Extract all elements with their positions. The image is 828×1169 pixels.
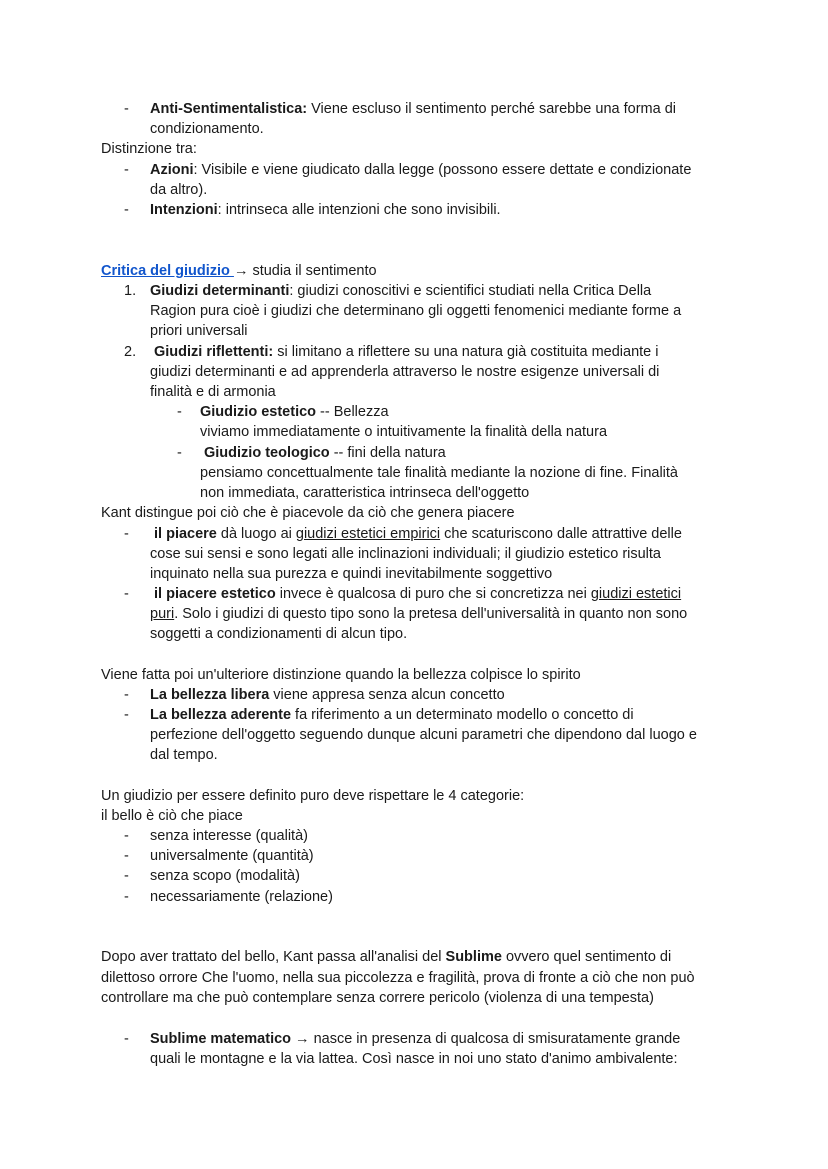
piacere-estetico-line — [154, 584, 681, 604]
bello-line: il bello è ciò che piace — [101, 808, 243, 824]
sublime-paragraph-line: controllare ma che può contemplare senza correre pericolo (violenza di una tempesta) — [101, 990, 654, 1006]
bullet-dash: - — [124, 889, 129, 905]
bullet-dash: - — [124, 586, 129, 602]
intenzioni-text: : intrinseca alle intenzioni che sono invisibili. — [217, 202, 501, 218]
estetico-term: Giudizio estetico — [200, 404, 317, 420]
bullet-dash: - — [124, 848, 129, 864]
piacere-mid: dà luogo ai — [216, 526, 296, 542]
giudizio-teologico-line — [204, 443, 446, 463]
determinanti-continuation: Ragion pura cioè i giudizi che determinano gli oggetti fenomenici mediante forme a — [150, 303, 682, 319]
critica-rest: → studia il sentimento — [233, 263, 377, 279]
bellezza-aderente-line — [150, 705, 634, 725]
bellezza-libera-line — [150, 685, 505, 705]
piacere-text: che scaturiscono dalle attrattive delle — [440, 526, 682, 542]
critica-heading — [101, 261, 377, 281]
bellezza-intro: Viene fatta poi un'ulteriore distinzione quando la bellezza colpisce lo spirito — [101, 667, 581, 683]
bullet-dash: - — [124, 828, 129, 844]
azioni-term: Azioni — [150, 162, 194, 178]
giudizi-puri-link[interactable]: giudizi estetici — [590, 586, 682, 602]
bullet-dash: - — [124, 526, 129, 542]
sublime-paragraph-line: dilettoso orrore Che l'uomo, nella sua piccolezza e fragilità, prova di fronte a ciò che non può — [101, 970, 695, 986]
bullet-dash: - — [124, 101, 129, 117]
bullet-dash: - — [124, 687, 129, 703]
giudizi-riflettenti-line — [154, 342, 658, 362]
riflettenti-text: si limitano a riflettere su una natura già costituita mediante i — [273, 344, 659, 360]
giudizi-puri-link-end[interactable]: puri — [150, 606, 175, 622]
piacere-estetico-continuation — [150, 604, 687, 624]
aderente-text: fa riferimento a un determinato modello o concetto di — [291, 707, 634, 723]
intenzioni-line — [150, 200, 501, 220]
giudizi-determinanti-line — [150, 281, 651, 301]
bullet-dash: - — [124, 162, 129, 178]
giudizi-empirici-link[interactable]: giudizi estetici empirici — [295, 526, 441, 542]
bullet-dash: - — [124, 868, 129, 884]
teologico-continuation: pensiamo concettualmente tale finalità mediante la nozione di fine. Finalità — [200, 465, 678, 481]
piacere-intro: Kant distingue poi ciò che è piacevole da ciò che genera piacere — [101, 505, 515, 521]
sublime-paragraph-line — [101, 947, 671, 967]
sublime-text-b: ovvero quel sentimento di — [501, 949, 672, 965]
teologico-term: Giudizio teologico — [204, 445, 330, 461]
categoria-item: senza scopo (modalità) — [150, 868, 300, 884]
piacere-continuation: inquinato nella sua purezza e quindi inevitabilmente soggettivo — [150, 566, 553, 582]
il-piacere-line — [154, 524, 682, 544]
anti-text: Viene escluso il sentimento perché sarebbe una forma di — [307, 101, 677, 117]
distinzione-heading: Distinzione tra: — [101, 141, 197, 157]
piacere-estetico-continuation: soggetti a condizionamenti di alcun tipo. — [150, 626, 408, 642]
bullet-dash: - — [124, 1031, 129, 1047]
libera-text: viene appresa senza alcun concetto — [269, 687, 505, 703]
sublime-matematico-line — [150, 1029, 680, 1049]
anti-term: Anti-Sentimentalistica: — [150, 101, 308, 117]
categoria-item: senza interesse (qualità) — [150, 828, 308, 844]
anti-continuation: condizionamento. — [150, 121, 264, 137]
estetico-text: -- Bellezza — [316, 404, 389, 420]
sublime-text-a: Dopo aver trattato del bello, Kant passa all'analisi del — [101, 949, 446, 965]
bullet-dash: - — [124, 202, 129, 218]
categorie-intro: Un giudizio per essere definito puro deve rispettare le 4 categorie: — [101, 788, 525, 804]
sublime-term: Sublime — [445, 949, 502, 965]
anti-sentimentalistica-line — [150, 99, 676, 119]
azioni-text: : Visibile e viene giudicato dalla legge (possono essere dettate e condizionate — [193, 162, 692, 178]
matematico-continuation: quali le montagne e la via lattea. Così nasce in noi uno stato d'animo ambivalente: — [150, 1051, 678, 1067]
categoria-item: universalmente (quantità) — [150, 848, 314, 864]
libera-term: La bellezza libera — [150, 687, 270, 703]
aderente-continuation: perfezione dell'oggetto seguendo dunque alcuni parametri che dipendono dal luogo e — [150, 727, 697, 743]
riflettenti-continuation: finalità e di armonia — [150, 384, 276, 400]
determinanti-text: : giudizi conoscitivi e scientifici studiati nella Critica Della — [289, 283, 652, 299]
list-number: 2. — [124, 344, 137, 360]
piacere-estetico-text: . Solo i giudizi di questo tipo sono la pretesa dell'universalità in quanto non sono — [174, 606, 688, 622]
intenzioni-term: Intenzioni — [150, 202, 218, 218]
azioni-continuation: da altro). — [150, 182, 208, 198]
azioni-line — [150, 160, 691, 180]
piacere-estetico-mid: invece è qualcosa di puro che si concretizza nei — [275, 586, 591, 602]
critica-link[interactable]: Critica del giudizio — [101, 263, 234, 279]
piacere-continuation: cose sui sensi e sono legati alle inclinazioni individuali; il giudizio estetico risulta — [150, 546, 661, 562]
matematico-text: → nasce in presenza di qualcosa di smisuratamente grande — [291, 1031, 681, 1047]
determinanti-term: Giudizi determinanti — [150, 283, 290, 299]
bullet-dash: - — [177, 404, 182, 420]
matematico-term: Sublime matematico — [150, 1031, 292, 1047]
categoria-item: necessariamente (relazione) — [150, 889, 333, 905]
aderente-continuation: dal tempo. — [150, 747, 218, 763]
riflettenti-term: Giudizi riflettenti: — [154, 344, 274, 360]
aderente-term: La bellezza aderente — [150, 707, 292, 723]
bullet-dash: - — [124, 707, 129, 723]
giudizio-estetico-line — [200, 402, 389, 422]
bullet-dash: - — [177, 445, 182, 461]
piacere-term: il piacere — [154, 526, 217, 542]
piacere-estetico-term: il piacere estetico — [154, 586, 276, 602]
teologico-continuation: non immediata, caratteristica intrinseca dell'oggetto — [200, 485, 530, 501]
estetico-continuation: viviamo immediatamente o intuitivamente la finalità della natura — [200, 424, 608, 440]
riflettenti-continuation: giudizi determinanti e ad apprenderla attraverso le nostre esigenze universali di — [150, 364, 660, 380]
teologico-text: -- fini della natura — [329, 445, 446, 461]
determinanti-continuation: priori universali — [150, 323, 248, 339]
list-number: 1. — [124, 283, 137, 299]
